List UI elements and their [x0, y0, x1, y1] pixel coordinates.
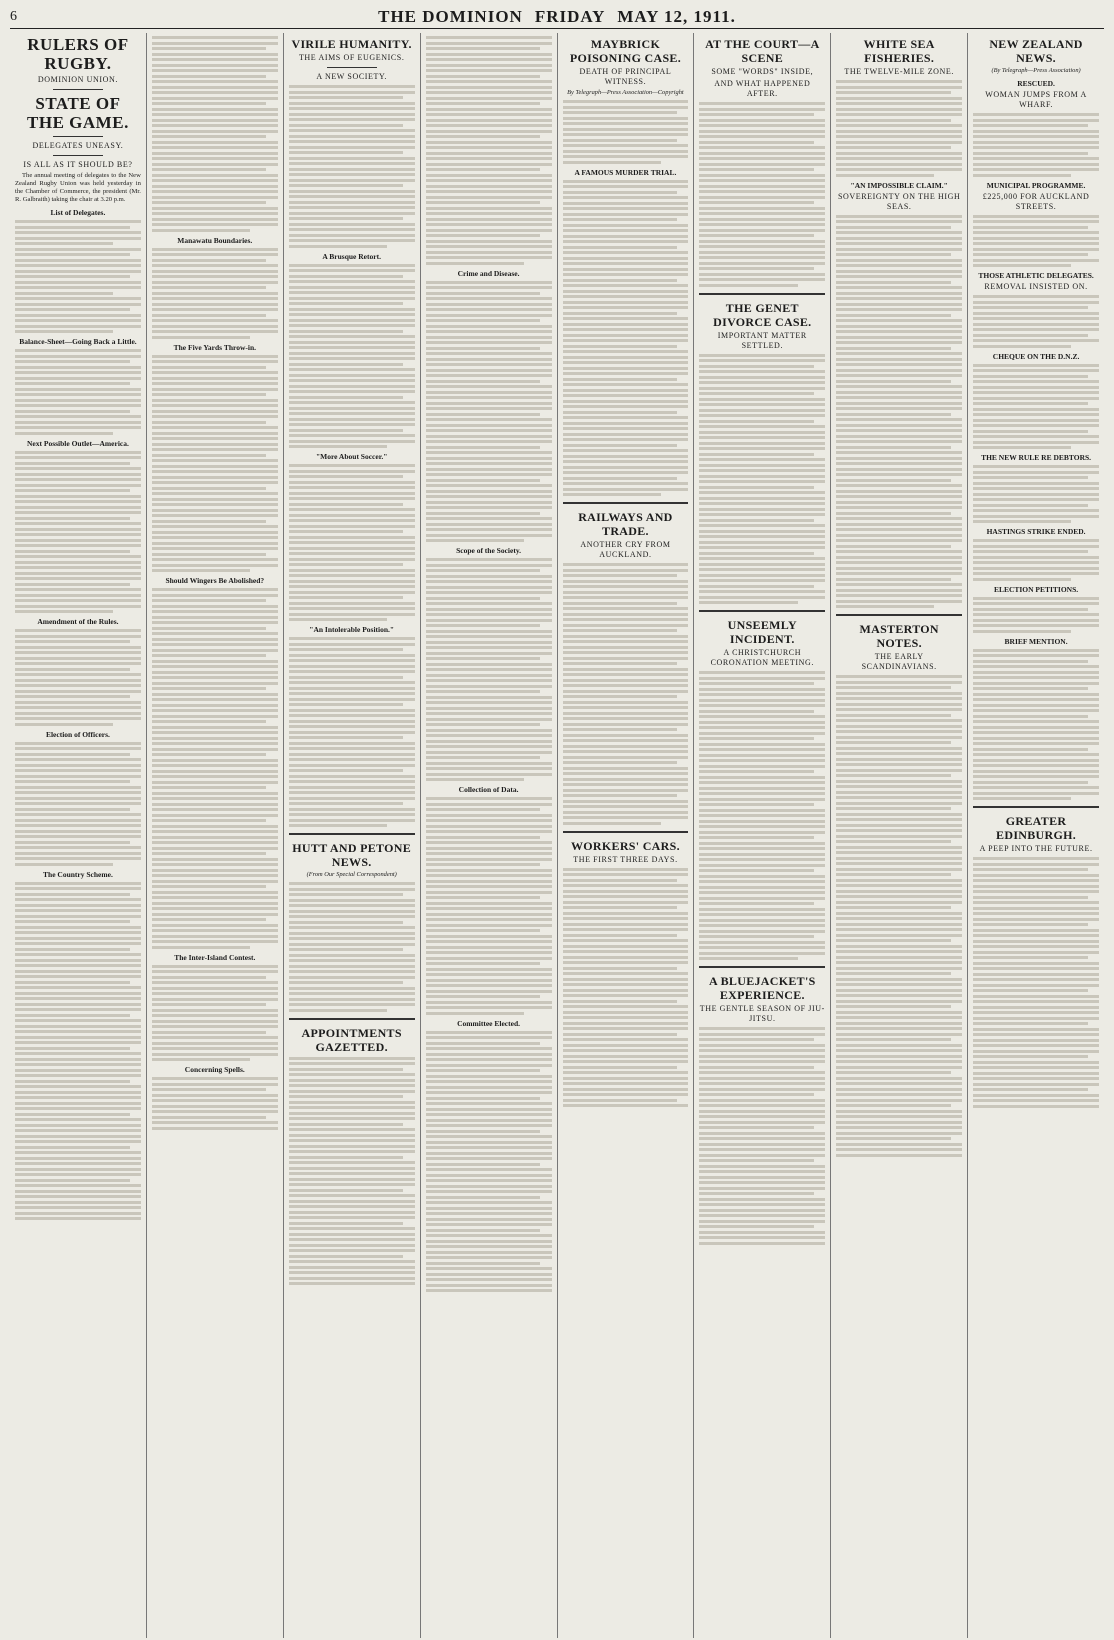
column-7	[831, 33, 968, 1638]
text-block	[836, 215, 962, 609]
byline-special-correspondent: (From Our Special Correspondent)	[306, 871, 397, 878]
text-block	[152, 248, 278, 339]
subhead-gentle-season-of-jiu-jitsu: THE GENTLE SEASON OF JIU-JITSU.	[699, 1004, 825, 1023]
double-divider	[836, 614, 962, 616]
text-block	[699, 671, 825, 960]
section-hastings-strike-ended: HASTINGS STRIKE ENDED.	[986, 527, 1086, 536]
subhead-removal-insisted-on: REMOVAL INSISTED ON.	[984, 282, 1088, 291]
section-crime-and-disease: Crime and Disease.	[457, 268, 520, 278]
text-block	[563, 563, 689, 825]
column-3	[284, 33, 421, 1638]
divider	[327, 67, 377, 68]
section-athletic-delegates: THOSE ATHLETIC DELEGATES.	[978, 271, 1094, 280]
text-block	[973, 857, 1099, 1108]
text-block	[426, 797, 552, 1015]
headline-hutt-and-petone-news: HUTT AND PETONE NEWS.	[292, 841, 412, 869]
headline-bluejackets-experience: A BLUEJACKET'S EXPERIENCE.	[709, 974, 816, 1002]
section-inter-island-contest: The Inter-Island Contest.	[174, 952, 256, 962]
section-five-yards-throw-in: The Five Yards Throw-in.	[173, 342, 256, 352]
section-intolerable-position: "An Intolerable Position."	[309, 625, 395, 634]
text-block	[836, 80, 962, 177]
section-cheque-on-dnz: CHEQUE ON THE D.N.Z.	[992, 351, 1080, 361]
subhead-christchurch-coronation-meeting: A CHRISTCHURCH CORONATION MEETING.	[710, 648, 815, 667]
text-block	[973, 295, 1099, 348]
section-scope-of-the-society: Scope of the Society.	[456, 546, 522, 555]
text-block	[15, 220, 141, 333]
column-4	[421, 33, 558, 1638]
byline-press-association: By Telegraph—Press Association—Copyright	[567, 89, 684, 96]
subhead-a-new-society: A NEW SOCIETY.	[316, 72, 387, 81]
headline-masterton-notes: MASTERTON NOTES.	[859, 622, 939, 650]
subhead-what-happened-after: AND WHAT HAPPENED AFTER.	[714, 79, 811, 98]
text-block	[15, 882, 141, 1221]
headline-rulers-of-rugby: RULERS OF RUGBY.	[27, 35, 129, 73]
text-block	[973, 215, 1099, 268]
headline-virile-humanity: VIRILE HUMANITY.	[291, 37, 412, 51]
section-famous-murder-trial: A FAMOUS MURDER TRIAL.	[574, 167, 677, 177]
section-impossible-claim: "AN IMPOSSIBLE CLAIM."	[850, 180, 948, 190]
section-more-about-soccer: "More About Soccer."	[315, 452, 388, 461]
headline-railways-and-trade: RAILWAYS AND TRADE.	[578, 510, 673, 538]
section-rescued: RESCUED.	[1017, 79, 1055, 88]
divider	[53, 155, 103, 156]
headline-greater-edinburgh: GREATER EDINBURGH.	[996, 814, 1077, 842]
text-block	[15, 349, 141, 435]
section-concerning-spells: Concerning Spells.	[184, 1065, 245, 1074]
text-block	[15, 629, 141, 726]
double-divider	[289, 1018, 415, 1020]
text-block	[563, 868, 689, 1108]
subhead-delegates-uneasy: DELEGATES UNEASY.	[32, 141, 124, 150]
text-block	[15, 742, 141, 866]
subhead-aims-of-eugenics: THE AIMS OF EUGENICS.	[298, 53, 405, 62]
headline-at-the-court: AT THE COURT—A SCENE	[705, 37, 820, 65]
text-block	[15, 451, 141, 614]
text-block	[973, 597, 1099, 633]
page-number: 6	[10, 9, 17, 24]
column-1	[10, 33, 147, 1638]
double-divider	[563, 502, 689, 504]
double-divider	[699, 610, 825, 612]
paper-name: THE DOMINION	[378, 7, 523, 26]
headline-unseemly-incident: UNSEEMLY INCIDENT.	[727, 618, 797, 646]
double-divider	[699, 966, 825, 968]
text-block	[563, 180, 689, 497]
text-block	[152, 588, 278, 949]
text-block	[289, 85, 415, 248]
text-block	[973, 364, 1099, 450]
text-block	[289, 882, 415, 1012]
divider	[53, 89, 103, 90]
subhead-sovereignty-high-seas: SOVEREIGNTY ON THE HIGH SEAS.	[837, 191, 961, 211]
text-block	[973, 113, 1099, 177]
headline-white-sea-fisheries: WHITE SEA FISHERIES.	[863, 37, 935, 65]
section-manawatu-boundaries: Manawatu Boundaries.	[177, 235, 253, 245]
section-collection-of-data: Collection of Data.	[458, 785, 519, 794]
headline-new-zealand-news: NEW ZEALAND NEWS.	[989, 37, 1083, 65]
masthead-title	[50, 7, 1064, 27]
headline-state-of-the-game: STATE OF THE GAME.	[27, 94, 129, 132]
section-election-of-officers: Election of Officers.	[45, 729, 110, 739]
headline-appointments-gazetted: APPOINTMENTS GAZETTED.	[301, 1025, 402, 1054]
text-block	[152, 1077, 278, 1130]
column-8	[968, 33, 1104, 1638]
section-country-scheme: The Country Scheme.	[43, 869, 113, 879]
masthead-date: MAY 12, 1911.	[617, 7, 736, 26]
text-block	[563, 100, 689, 164]
double-divider	[289, 833, 415, 835]
section-amendment-of-rules: Amendment of the Rules.	[37, 617, 119, 626]
text-block	[973, 465, 1099, 523]
headline-genet-divorce-case: THE GENET DIVORCE CASE.	[713, 300, 812, 329]
column-5	[558, 33, 695, 1638]
subhead-dominion-union: DOMINION UNION.	[37, 75, 118, 84]
text-block	[426, 36, 552, 265]
text-block	[289, 637, 415, 827]
column-6	[694, 33, 831, 1638]
section-committee-elected: Committee Elected.	[457, 1018, 520, 1028]
text-block	[152, 355, 278, 573]
section-new-rule-re-debtors: THE NEW RULE RE DEBTORS.	[981, 453, 1092, 462]
headline-maybrick-poisoning-case: MAYBRICK POISONING CASE.	[569, 37, 682, 65]
text-block	[699, 354, 825, 605]
text-block	[699, 1027, 825, 1245]
article-lead: The annual meeting of delegates to the New Zealand Rugby Union was held yesterday in the Chamber of Commerce, the president (Mr. R. Galbraith) taking the chair at 3.20 p.m.	[15, 172, 141, 203]
subhead-woman-jumps-from-wharf: WOMAN JUMPS FROM A WHARF.	[985, 90, 1087, 109]
text-block	[973, 649, 1099, 801]
text-block	[699, 102, 825, 287]
text-block	[152, 36, 278, 232]
masthead	[10, 6, 1104, 29]
section-balance-sheet: Balance-Sheet—Going Back a Little.	[19, 337, 137, 346]
divider	[53, 136, 103, 137]
text-block	[289, 1057, 415, 1286]
subhead-some-words-inside: SOME "WORDS" INSIDE,	[711, 67, 814, 76]
double-divider	[563, 831, 689, 833]
text-block	[426, 1031, 552, 1293]
section-next-possible-outlet: Next Possible Outlet—America.	[27, 438, 129, 448]
section-list-of-delegates: List of Delegates.	[50, 208, 106, 217]
text-block	[973, 539, 1099, 581]
section-brief-mention: BRIEF MENTION.	[1004, 636, 1068, 646]
text-block	[426, 281, 552, 543]
columns	[10, 33, 1104, 1638]
text-block	[289, 264, 415, 449]
section-a-brusque-retort: A Brusque Retort.	[322, 251, 381, 261]
subhead-is-all-as-it-should-be: IS ALL AS IT SHOULD BE?	[23, 160, 133, 169]
subhead-death-of-principal-witness: DEATH OF PRINCIPAL WITNESS.	[579, 67, 672, 86]
text-block	[836, 675, 962, 1157]
column-2	[147, 33, 284, 1638]
double-divider	[973, 806, 1099, 808]
byline-press-association: (By Telegraph—Press Association)	[991, 67, 1081, 74]
headline-workers-cars: WORKERS' CARS.	[570, 838, 680, 853]
text-block	[426, 558, 552, 781]
subhead-twelve-mile-zone: THE TWELVE-MILE ZONE.	[844, 67, 955, 76]
subhead-important-matter-settled: IMPORTANT MATTER SETTLED.	[717, 330, 807, 350]
section-should-wingers-be-abolished: Should Wingers Be Abolished?	[165, 576, 265, 585]
subhead-auckland-streets: £225,000 FOR AUCKLAND STREETS.	[982, 191, 1090, 211]
masthead-day: FRIDAY	[534, 7, 606, 26]
text-block	[152, 965, 278, 1062]
subhead-first-three-days: THE FIRST THREE DAYS.	[573, 854, 678, 864]
text-block	[289, 464, 415, 621]
section-election-petitions: ELECTION PETITIONS.	[993, 584, 1079, 594]
subhead-another-cry-from-auckland: ANOTHER CRY FROM AUCKLAND.	[580, 540, 671, 559]
subhead-early-scandinavians: THE EARLY SCANDINAVIANS.	[861, 652, 937, 671]
subhead-peep-into-the-future: A PEEP INTO THE FUTURE.	[979, 844, 1093, 853]
section-municipal-programme: MUNICIPAL PROGRAMME.	[986, 180, 1086, 190]
double-divider	[699, 293, 825, 295]
